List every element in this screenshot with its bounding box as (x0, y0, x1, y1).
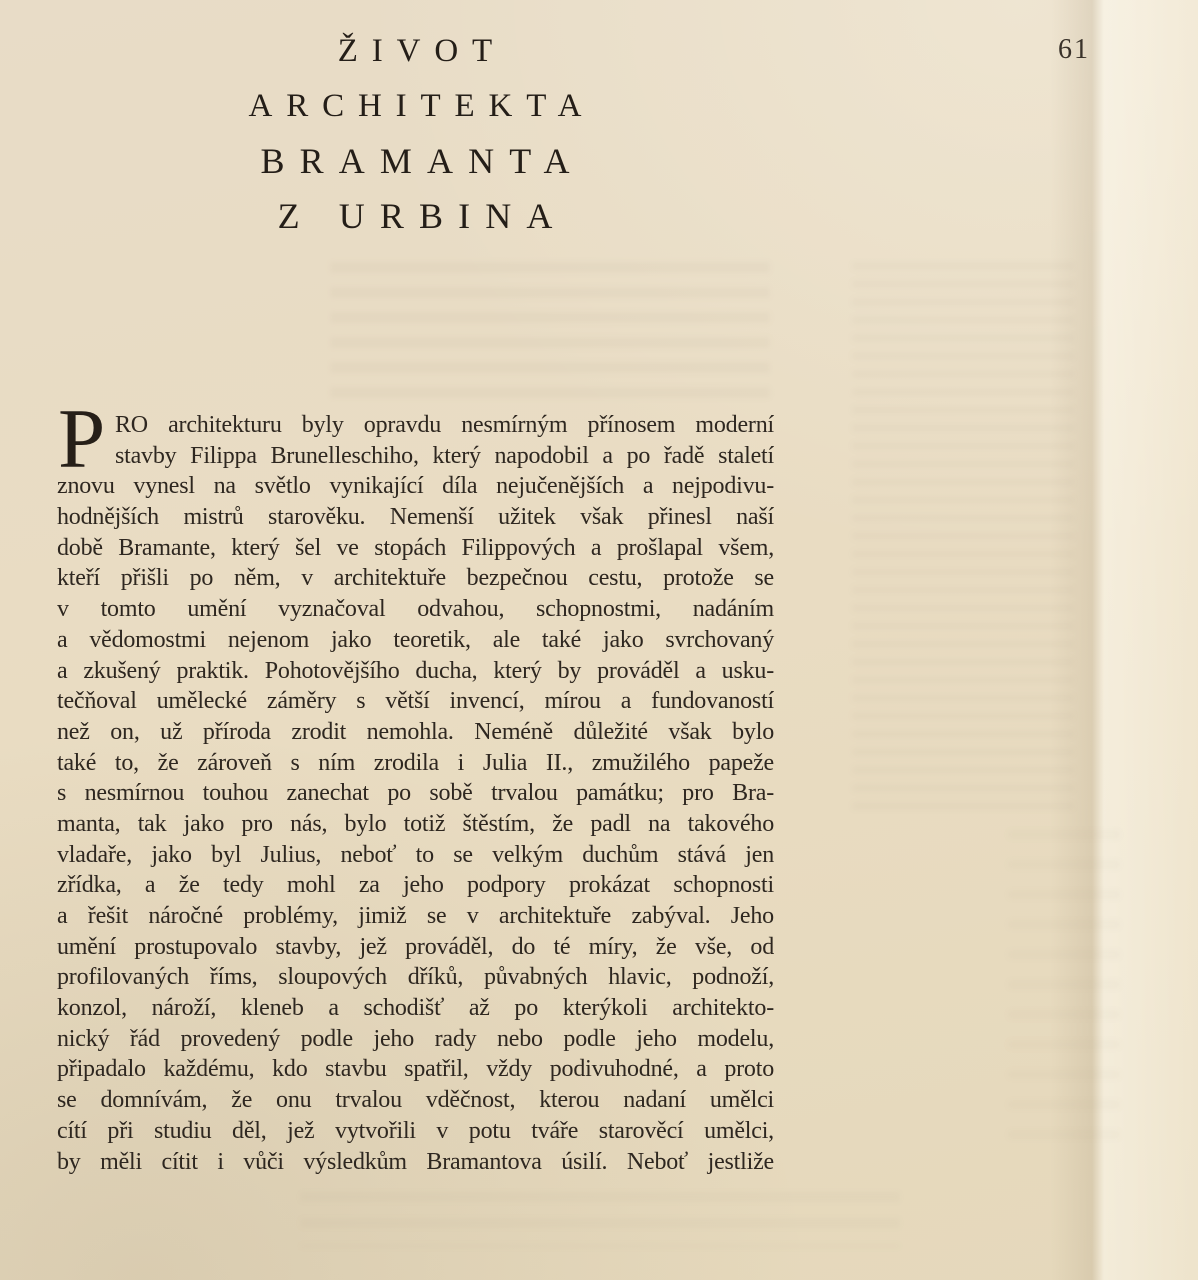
text-line: kteří přišli po něm, v architektuře bezpečnou cestu, protože se (57, 565, 774, 592)
title-line: ŽIVOT (337, 33, 507, 69)
text-line: s nesmírnou touhou zanechat po sobě trvalou památku; pro Bra- (57, 780, 774, 807)
text-line: a řešit náročné problémy, jimiž se v architektuře zabýval. Jeho (57, 903, 774, 929)
text-line: a zkušený praktik. Pohotovějšího ducha, který by prováděl a usku- (57, 657, 774, 684)
bleedthrough-ghost (300, 1192, 900, 1248)
bleedthrough-ghost (852, 262, 1074, 818)
text-line: se domnívám, že onu trvalou vděčnost, kterou nadaní umělci (57, 1087, 774, 1114)
text-line: cítí při studiu děl, jež vytvořili v potu tváře starověcí umělci, (57, 1117, 774, 1144)
text-line: RO architekturu byly opravdu nesmírným přínosem moderní (115, 412, 774, 438)
title-line: ARCHITEKTA (248, 88, 596, 124)
text-line: nický řád provedený podle jeho rady nebo podle jeho modelu, (57, 1025, 774, 1052)
body-paragraph (57, 392, 774, 1177)
text-line: než on, už příroda zrodit nemohla. Neméně důležité však bylo (57, 718, 774, 745)
text-line: umění prostupovalo stavby, jež prováděl, do té míry, že vše, od (57, 933, 774, 960)
text-line: by měli cítit i vůči výsledkům Bramantova úsilí. Neboť jestliže (57, 1148, 774, 1175)
page-number: 61 (1058, 34, 1090, 65)
bleedthrough-ghost (1008, 830, 1120, 1160)
text-line: stavby Filippa Brunelleschiho, který napodobil a po řadě staletí (115, 442, 774, 469)
drop-cap: P (58, 392, 106, 486)
text-line: také to, že zároveň s ním zrodila i Julia II., zmužilého papeže (57, 749, 774, 776)
text-line: a vědomostmi nejenom jako teoretik, ale také jako svrchovaný (57, 626, 774, 653)
text-line: zřídka, a že tedy mohl za jeho podpory prokázat schopnosti (57, 872, 774, 899)
bleedthrough-ghost (330, 262, 770, 408)
text-line: tečňoval umělecké záměry s větší invencí, mírou a fundovaností (57, 688, 774, 715)
text-line: znovu vynesl na světlo vynikající díla nejučenějších a nejpodivu- (57, 473, 774, 500)
text-line: hodnějších mistrů starověku. Nemenší užitek však přinesl naší (57, 504, 774, 531)
text-line: manta, tak jako pro nás, bylo totiž štěstím, že padl na takového (57, 810, 774, 837)
text-line: době Bramante, který šel ve stopách Filippových a prošlapal všem, (57, 534, 774, 561)
text-line: vladaře, jako byl Julius, neboť to se velkým duchům stává jen (57, 841, 774, 868)
text-line: profilovaných říms, sloupových dříků, půvabných hlavic, podnoží, (57, 964, 774, 991)
chapter-title (90, 24, 740, 244)
title-line: Z URBINA (277, 196, 568, 236)
text-line: připadalo každému, kdo stavbu spatřil, vždy podivuhodné, a proto (57, 1056, 774, 1083)
text-line: konzol, nároží, kleneb a schodišť až po kterýkoli architekto- (57, 995, 774, 1022)
text-line: v tomto umění vyznačoval odvahou, schopnostmi, nadáním (57, 596, 774, 623)
title-line: BRAMANTA (260, 141, 585, 181)
